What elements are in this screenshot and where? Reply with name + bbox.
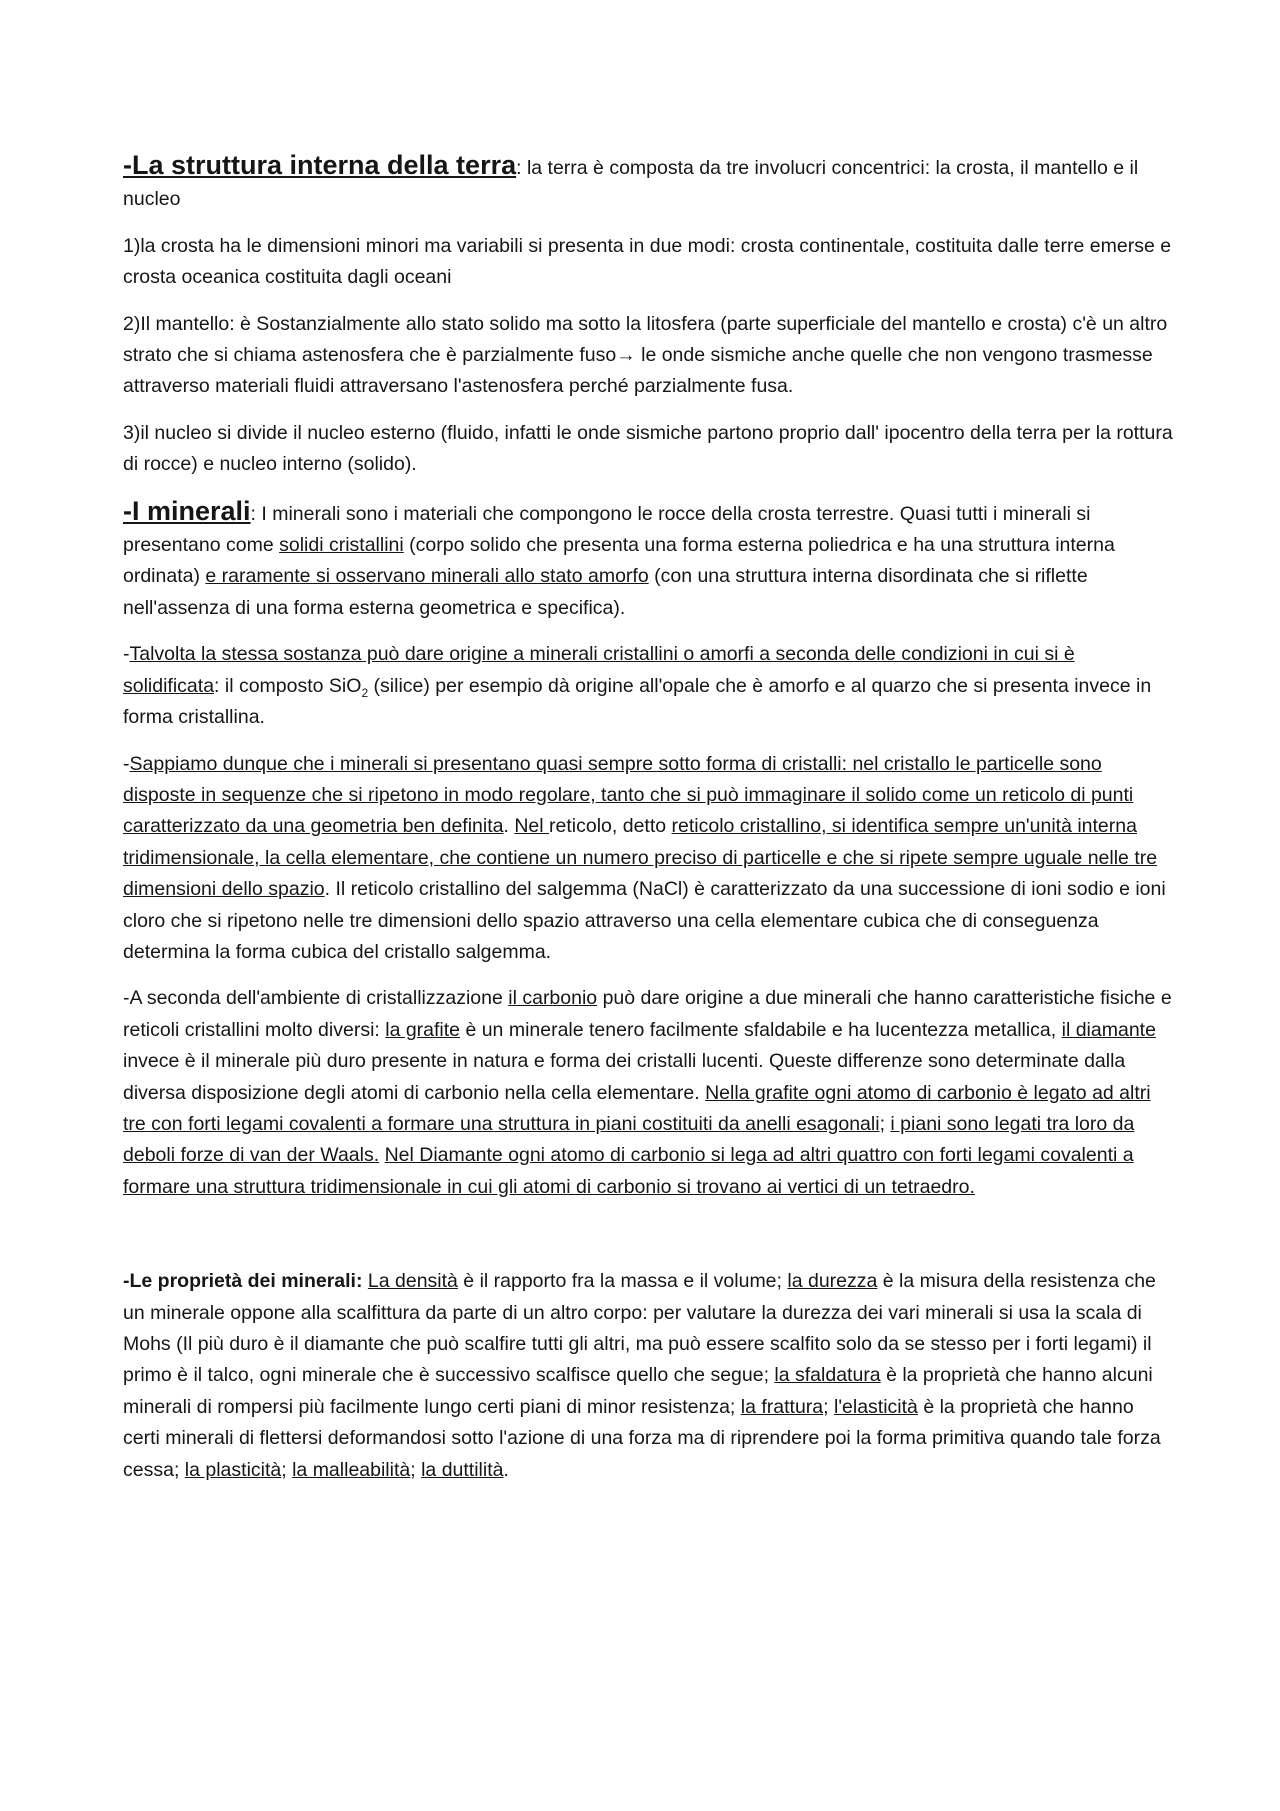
- text: reticolo, detto: [549, 815, 672, 838]
- underlined-text: i piani sono legati tra loro da deboli forze di van der Waals.: [123, 1112, 1135, 1167]
- text: (silice) per esempio dà origine all'opale che è amorfo e al quarzo che si presenta invece in forma cristallina.: [123, 674, 1152, 729]
- paragraph-cristalli: [123, 749, 1173, 969]
- spacer: [123, 1218, 1173, 1266]
- text: invece è il minerale più duro presente in natura e forma dei cristalli lucenti. Queste differenze sono determinate dalla diversa disposizione degli atomi di carbonio nella cella elementare.: [123, 1050, 1126, 1104]
- underlined-text: il carbonio: [508, 987, 598, 1010]
- subscript: 2: [361, 685, 369, 700]
- paragraph-carbonio: [123, 983, 1173, 1203]
- heading-struttura-interna: -La struttura interna della terra: [123, 150, 517, 180]
- text: è il rapporto fra la massa e il volume;: [457, 1270, 788, 1293]
- heading-proprieta-minerali: -Le proprietà dei minerali:: [123, 1270, 363, 1293]
- section-minerali-intro: [123, 496, 1173, 625]
- text: (corpo solido che presenta una forma esterna poliedrica e ha una struttura interna ordinata): [123, 534, 1115, 588]
- heading-minerali: -I minerali: [123, 495, 251, 526]
- text: -: [123, 643, 130, 666]
- underlined-text: la malleabilità: [292, 1458, 411, 1481]
- underlined-text: e raramente si osservano minerali allo stato amorfo: [205, 565, 649, 588]
- paragraph-crosta: 1)la crosta ha le dimensioni minori ma variabili si presenta in due modi: crosta continentale, costituita dalle terre emerse e crosta oceanica costituita dagli oceani: [123, 234, 1172, 289]
- text: è la proprietà che hanno certi minerali di flettersi deformandosi sotto l'azione di una forza ma di riprendere poi la forma primitiva quando tale forza cessa;: [123, 1395, 1161, 1481]
- paragraph-mantello: [123, 309, 1173, 403]
- underlined-text: solidi cristallini: [279, 534, 404, 557]
- underlined-text: la plasticità: [184, 1458, 282, 1481]
- text: ;: [879, 1112, 891, 1135]
- underlined-text: l'elasticità: [833, 1395, 918, 1418]
- underlined-text: la sfaldatura: [774, 1364, 881, 1387]
- text: ;: [823, 1395, 834, 1418]
- underlined-text: Nel Diamante ogni atomo di carbonio si lega ad altri quattro con forti legami covalenti a formare una struttura tridimensionale in cui gli atomi di carbonio si trovano ai vertici di un tetraedro.: [123, 1144, 1134, 1198]
- underlined-text: il diamante: [1061, 1018, 1156, 1041]
- text: : il composto SiO: [214, 674, 362, 697]
- underlined-text: la frattura: [740, 1395, 824, 1418]
- document-page: [123, 150, 1173, 1501]
- text: (con una struttura interna disordinata che si riflette nell'assenza di una forma esterna geometrica e specifica).: [123, 565, 1088, 619]
- underlined-text: la grafite: [385, 1018, 461, 1041]
- text: -A seconda dell'ambiente di cristallizzazione: [123, 987, 509, 1010]
- text: : I minerali sono i materiali che compongono le rocce della crosta terrestre. Quasi tutti i minerali si presentano come: [123, 502, 1091, 557]
- paragraph-nucleo: 3)il nucleo si divide il nucleo esterno (fluido, infatti le onde sismiche partono proprio dall' ipocentro della terra per la rottura di rocce) e nucleo interno (solido).: [123, 421, 1173, 476]
- text: è un minerale tenero facilmente sfaldabile e ha lucentezza metallica,: [460, 1018, 1062, 1041]
- section-proprieta: [123, 1266, 1173, 1486]
- text: : la terra è composta da tre involucri concentrici: la crosta, il mantello e il nucleo: [123, 157, 1139, 211]
- text: è la proprietà che hanno alcuni minerali di rompersi più facilmente lungo certi piani di minor resistenza;: [123, 1364, 1153, 1418]
- underlined-text: la duttilità: [421, 1458, 504, 1481]
- underlined-text: La densità: [367, 1270, 458, 1293]
- underlined-text: Nel: [514, 815, 550, 838]
- text: 2)Il mantello: è Sostanzialmente allo stato solido ma sotto la litosfera (parte superficiale del mantello e crosta) c'è un altro strato che si chiama astenosfera che è parzialmente fuso: [123, 312, 1168, 367]
- text: -: [123, 752, 130, 775]
- paragraph-silice: [123, 639, 1173, 733]
- arrow-right-icon: →: [616, 344, 636, 367]
- text: è la misura della resistenza che un minerale oppone alla scalfittura da parte di un altro corpo: per valutare la durezza dei vari minerali si usa la scala di Mohs (Il più duro è il diamante che può scalfire tutti gli altri, ma può essere scalfito solo da se stesso per i forti legami) il primo è il talco, ogni minerale che è successivo scalfisce quello che segue;: [123, 1270, 1156, 1387]
- underlined-text: Talvolta la stessa sostanza può dare origine a minerali cristallini o amorfi a seconda delle condizioni in cui si è solidificata: [123, 643, 1075, 697]
- underlined-text: Nella grafite ogni atomo di carbonio è legato ad altri tre con forti legami covalenti a formare una struttura in piani costituiti da anelli esagonali: [123, 1081, 1151, 1135]
- text: ;: [281, 1458, 293, 1481]
- text: .: [503, 1458, 509, 1481]
- underlined-text: reticolo cristallino, si identifica sempre un'unità interna tridimensionale, la cella elementare, che contiene un numero preciso di particelle e che si ripete sempre uguale nelle tre dimensioni dello spazio: [123, 815, 1158, 901]
- text: . Il reticolo cristallino del salgemma (NaCl) è caratterizzato da una successione di ioni sodio e ioni cloro che si ripetono nelle tre dimensioni dello spazio attraverso una cella elementare cubica che di conseguenza determina la forma cubica del cristallo salgemma.: [123, 878, 1166, 963]
- text: le onde sismiche anche quelle che non vengono trasmesse attraverso materiali fluidi attraversano l'astenosfera perché parzialmente fusa.: [123, 344, 1153, 398]
- section-struttura-intro: [123, 150, 1173, 216]
- text: può dare origine a due minerali che hanno caratteristiche fisiche e reticoli cristallini molto diversi:: [123, 987, 1172, 1041]
- text: .: [503, 815, 515, 838]
- text: ;: [410, 1458, 422, 1481]
- underlined-text: la durezza: [787, 1270, 878, 1293]
- underlined-text: Sappiamo dunque che i minerali si presentano quasi sempre sotto forma di cristalli: nel cristallo le particelle sono disposte in sequenze che si ripetono in modo regolare, tanto che si può immaginare il solido come un reticolo di punti caratterizzato da una geometria ben definita: [123, 752, 1134, 838]
